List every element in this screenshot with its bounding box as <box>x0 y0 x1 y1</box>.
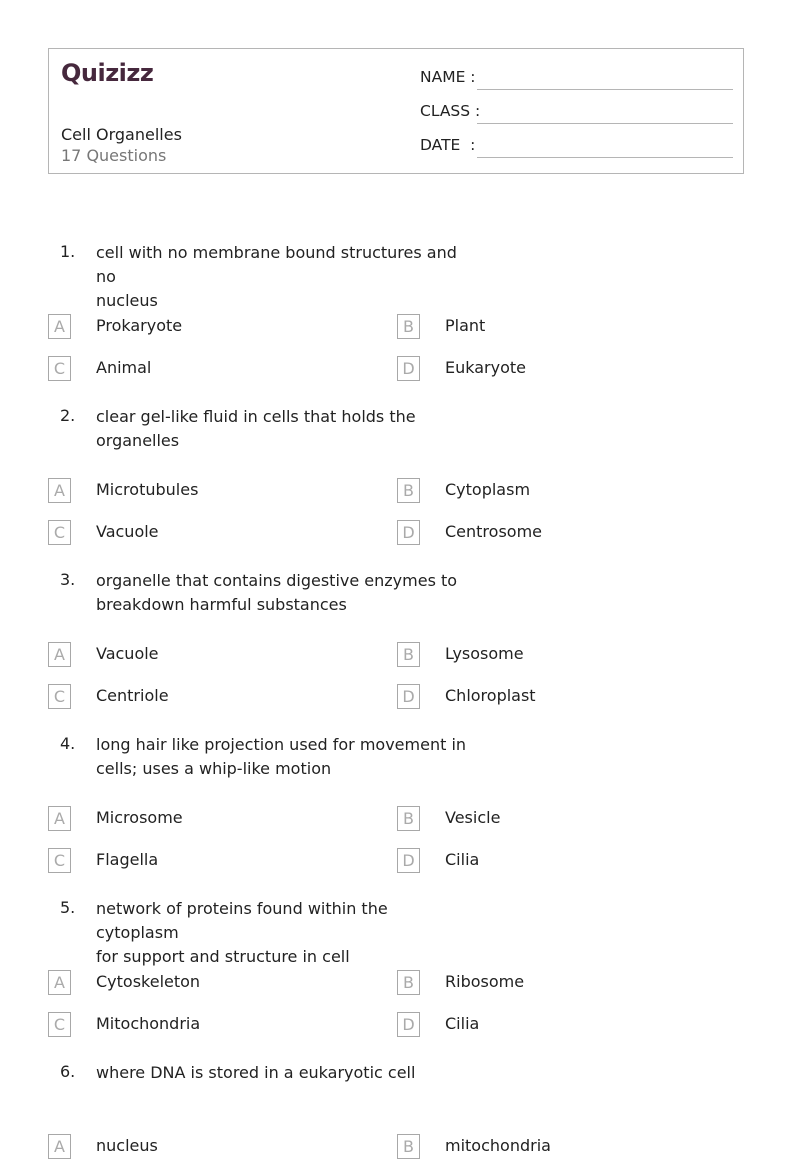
date-line[interactable] <box>477 157 733 158</box>
option-text: nucleus <box>96 1136 158 1155</box>
question-number: 3. <box>60 570 76 589</box>
option-letter-box[interactable]: D <box>397 356 420 381</box>
option-letter-box[interactable]: A <box>48 806 71 831</box>
option-text: Microtubules <box>96 480 199 499</box>
option-letter-box[interactable]: B <box>397 970 420 995</box>
option-text: Mitochondria <box>96 1014 201 1033</box>
option-letter-box[interactable]: D <box>397 848 420 873</box>
question-text-line: breakdown harmful substances <box>96 595 347 614</box>
option-text: Centriole <box>96 686 169 705</box>
option-text: Microsome <box>96 808 183 827</box>
question-text-line: organelles <box>96 431 180 450</box>
question-text-line: long hair like projection used for movement in <box>96 735 467 754</box>
option-letter-box[interactable]: D <box>397 684 420 709</box>
option-letter-box[interactable]: B <box>397 478 420 503</box>
option-text: Ribosome <box>445 972 525 991</box>
option-text: Vacuole <box>96 522 159 541</box>
option-letter-box[interactable]: C <box>48 356 71 381</box>
option-text: Prokaryote <box>96 316 183 335</box>
date-label: DATE : <box>420 136 476 154</box>
option-letter-box[interactable]: A <box>48 1134 71 1159</box>
option-text: Lysosome <box>445 644 524 663</box>
option-text: Vacuole <box>96 644 159 663</box>
option-letter-box[interactable]: B <box>397 1134 420 1159</box>
question-number: 4. <box>60 734 76 753</box>
option-text: Cilia <box>445 850 480 869</box>
option-text: Centrosome <box>445 522 542 541</box>
worksheet-header <box>48 48 744 174</box>
option-letter-box[interactable]: A <box>48 642 71 667</box>
question-number: 5. <box>60 898 76 917</box>
option-letter-box[interactable]: B <box>397 642 420 667</box>
option-letter-box[interactable]: C <box>48 520 71 545</box>
question-text <box>96 241 471 313</box>
option-text: Plant <box>445 316 486 335</box>
option-text: Cilia <box>445 1014 480 1033</box>
name-label: NAME : <box>420 68 476 86</box>
worksheet-title: Cell Organelles <box>61 125 182 144</box>
option-letter-box[interactable]: B <box>397 314 420 339</box>
question-text <box>96 733 471 781</box>
name-line[interactable] <box>477 89 733 90</box>
question-text-line: organelle that contains digestive enzymes to <box>96 571 458 590</box>
option-letter-box[interactable]: C <box>48 1012 71 1037</box>
question-text-line: cell with no membrane bound structures and no <box>96 243 457 286</box>
class-line[interactable] <box>477 123 733 124</box>
question-text-line: nucleus <box>96 291 158 310</box>
question-number: 1. <box>60 242 76 261</box>
question-text <box>96 405 471 453</box>
option-text: Cytoplasm <box>445 480 531 499</box>
option-letter-box[interactable]: C <box>48 684 71 709</box>
quizizz-logo: Quizizz <box>61 59 154 87</box>
question-text-line: where DNA is stored in a eukaryotic cell <box>96 1063 416 1082</box>
option-text: Flagella <box>96 850 159 869</box>
question-text-line: clear gel-like fluid in cells that holds the <box>96 407 416 426</box>
option-letter-box[interactable]: A <box>48 314 71 339</box>
question-number: 2. <box>60 406 76 425</box>
option-letter-box[interactable]: A <box>48 970 71 995</box>
option-text: Vesicle <box>445 808 501 827</box>
option-text: mitochondria <box>445 1136 551 1155</box>
option-text: Animal <box>96 358 152 377</box>
option-text: Chloroplast <box>445 686 536 705</box>
option-letter-box[interactable]: B <box>397 806 420 831</box>
question-text-line: for support and structure in cell <box>96 947 350 966</box>
question-text-line: network of proteins found within the cytoplasm <box>96 899 388 942</box>
question-text-line: cells; uses a whip-like motion <box>96 759 332 778</box>
option-letter-box[interactable]: D <box>397 520 420 545</box>
question-text <box>96 569 471 617</box>
option-letter-box[interactable]: A <box>48 478 71 503</box>
question-count: 17 Questions <box>61 146 167 165</box>
option-letter-box[interactable]: C <box>48 848 71 873</box>
option-text: Cytoskeleton <box>96 972 201 991</box>
class-label: CLASS : <box>420 102 481 120</box>
option-text: Eukaryote <box>445 358 526 377</box>
question-text <box>96 897 471 969</box>
question-text <box>96 1061 471 1085</box>
option-letter-box[interactable]: D <box>397 1012 420 1037</box>
question-number: 6. <box>60 1062 76 1081</box>
